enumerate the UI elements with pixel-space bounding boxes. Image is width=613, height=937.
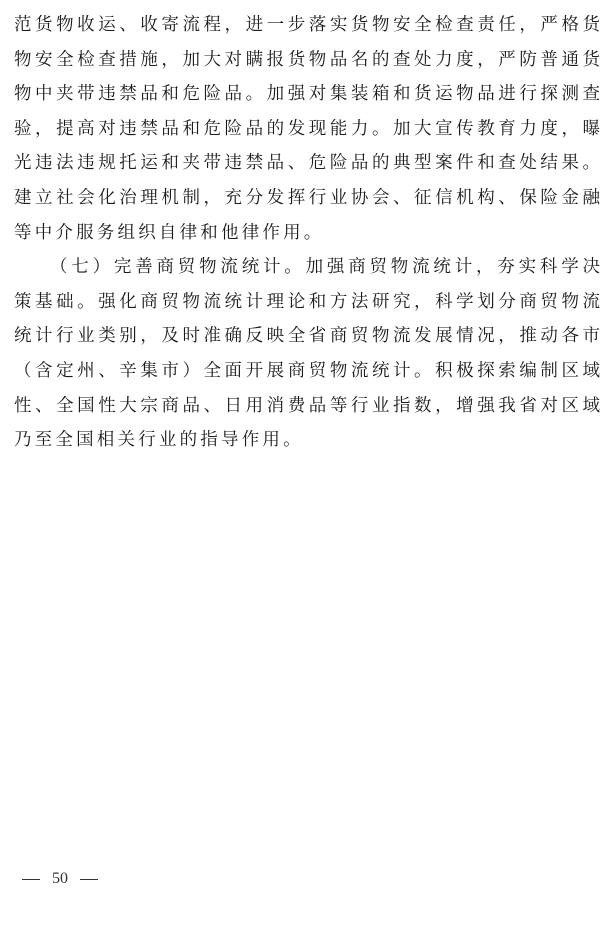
text-line: 统计行业类别，及时准确反映全省商贸物流发展情况，推动各市 (14, 326, 600, 347)
text-line: 物安全检查措施，加大对瞒报货物品名的查处力度，严防普通货 (14, 49, 600, 70)
text-line: 验，提高对违禁品和危险品的发现能力。加大宣传教育力度，曝 (14, 118, 600, 139)
text-line: 乃至全国相关行业的指导作用。 (14, 430, 304, 451)
dash-icon (80, 879, 98, 880)
page-number-value: 50 (52, 870, 68, 887)
text-line: 等中介服务组织自律和他律作用。 (14, 222, 325, 243)
text-line: 光违法违规托运和夹带违禁品、危险品的典型案件和查处结果。 (14, 153, 600, 174)
text-line: 性、全国性大宗商品、日用消费品等行业指数，增强我省对区域 (14, 395, 600, 416)
text-line: 策基础。强化商贸物流统计理论和方法研究，科学划分商贸物流 (14, 291, 600, 312)
dash-icon (22, 879, 40, 880)
text-line: （含定州、辛集市）全面开展商贸物流统计。积极探索编制区域 (14, 360, 600, 381)
page-number (22, 870, 110, 888)
body-text (14, 8, 600, 458)
text-line: 建立社会化治理机制，充分发挥行业协会、征信机构、保险金融 (14, 187, 600, 208)
text-line: 物中夹带违禁品和危险品。加强对集装箱和货运物品进行探测查 (14, 84, 600, 105)
text-line: 范货物收运、收寄流程，进一步落实货物安全检查责任，严格货 (14, 15, 600, 35)
section-heading-line: （七）完善商贸物流统计。加强商贸物流统计，夯实科学决 (50, 257, 600, 278)
